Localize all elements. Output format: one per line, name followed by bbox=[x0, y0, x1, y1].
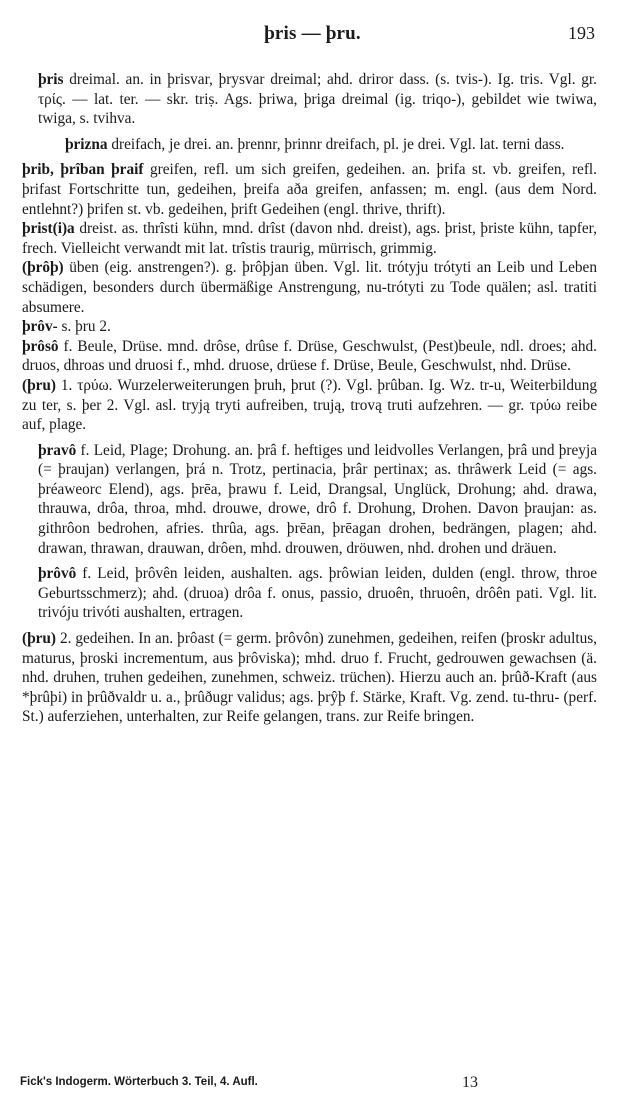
entry-headword: (þru) bbox=[22, 376, 56, 394]
source-note: Fick's Indogerm. Wörterbuch 3. Teil, 4. Aufl. bbox=[20, 1076, 258, 1088]
dictionary-entry bbox=[65, 135, 597, 155]
page-title: þris — þru. bbox=[264, 23, 361, 44]
page-number: 193 bbox=[568, 23, 595, 43]
dictionary-entry bbox=[22, 317, 597, 337]
dictionary-entry bbox=[38, 441, 597, 559]
dictionary-entry bbox=[22, 337, 597, 376]
entry-definition: dreist. as. thrîsti kühn, mnd. drîst (davon nhd. dreist), ags. þrist, þriste kühn, tapfer, frech. Vielleicht verwandt mit lat. trîstis traurig, mürrisch, grimmig. bbox=[22, 220, 597, 257]
entry-list bbox=[22, 70, 597, 727]
entry-definition: 2. gedeihen. In an. þrôast (= germ. þrôvôn) zunehmen, gedeihen, reifen (þroskr adultus, maturus, þroski incrementum, aus þrôviska); mhd. druo f. Frucht, gedrouwen gewachsen (ä. nhd. druhen, truhen gedeihen, zunehmen, schweiz. trüchen). Hierzu auch an. þrûð-Kraft (aus *þrûþi) in þrûðvaldr u. a., þrûðugr validus; ags. þrŷþ f. Stärke, Kraft. Vg. zend. tu-thru- (perf. St.) auferziehen, unterhalten, zur Reife gelangen, trans. zur Reife bringen. bbox=[22, 630, 597, 726]
dictionary-entry bbox=[22, 160, 597, 219]
entry-definition: s. þru 2. bbox=[61, 318, 111, 336]
dictionary-entry bbox=[38, 70, 597, 129]
entry-headword: þrôsô bbox=[22, 337, 59, 355]
entry-definition: 1. τρύω. Wurzelerweiterungen þruh, þrut (?). Vgl. þrûban. Ig. Wz. tr-u, Weiterbildung zu ter, s. þer 2. Vgl. asl. tryją tryti aufreiben, trują, trovą truti aufzehren. — gr. τρύω reibe auf, plage. bbox=[22, 376, 597, 434]
entry-definition: f. Leid, Plage; Drohung. an. þrâ f. heftiges und leidvolles Verlangen, þrâ und þreyja (= þraujan) verlangen, þrá n. Trotz, pertinacia, þrâr pertinax; as. thrâwerk Leid (= ags. þréaweorc Elend), ags. þrēa, þrawu f. Leid, Drangsal, Unglück, Drohung; ahd. drawa, thrauwa, drôa, throa, mhd. drouwe, drowe, drô f. Drohung, Drohen. Davon þraujan: as. githrôon bedrohen, afries. thrûa, ags. þrēan, þrēagan drohen, bedrängen, plagen; ahd. drawan, thrawan, drauwan, drôen, mhd. drouwen, dröuwen, nhd. drohen und dräuen. bbox=[38, 441, 597, 557]
entry-headword: þrist(i)a bbox=[22, 220, 75, 238]
entry-headword: þravô bbox=[38, 441, 77, 459]
dictionary-entry bbox=[38, 564, 597, 623]
entry-headword: (þru) bbox=[22, 630, 56, 648]
entry-definition: üben (eig. anstrengen?). g. þrôþjan üben. Vgl. lit. trótyju trótyti an Leib und Leben schädigen, besonders durch übermäßige Anstrengung, nu-trótyti zu Tode quälen; asl. tratiti absumere. bbox=[22, 259, 597, 316]
page-footer bbox=[20, 1073, 600, 1093]
entry-headword: þrib, þrîban þraif bbox=[22, 161, 144, 179]
dictionary-entry bbox=[22, 258, 597, 317]
entry-headword: þrôv- bbox=[22, 318, 58, 336]
entry-definition: dreimal. an. in þrisvar, þrysvar dreimal; ahd. driror dass. (s. tvis-). Ig. tris. Vgl. gr. τρίς. — lat. ter. — skr. triṣ. Ags. þriwa, þriga dreimal (ig. triqo-), gebildet wie twiwa, twiga, s. tvihva. bbox=[38, 71, 597, 128]
dictionary-entry bbox=[22, 219, 597, 258]
dictionary-entry bbox=[22, 629, 597, 727]
entry-headword: þrizna bbox=[65, 135, 108, 153]
entry-headword: þrôvô bbox=[38, 565, 77, 583]
entry-headword: þris bbox=[38, 71, 64, 88]
entry-headword: (þrôþ) bbox=[22, 259, 64, 277]
entry-definition: dreifach, je drei. an. þrennr, þrinnr dreifach, pl. je drei. Vgl. lat. terni dass. bbox=[111, 135, 565, 153]
entry-definition: f. Leid, þrôvên leiden, aushalten. ags. þrôwian leiden, dulden (engl. throw, throe Geburtsschmerz); ahd. (druoa) drôa f. onus, passio, druoên, thruoên, drôên pati. Vgl. lit. trivóju trivóti aushalten, ertragen. bbox=[38, 565, 597, 622]
signature-mark: 13 bbox=[462, 1074, 478, 1091]
running-header bbox=[0, 24, 625, 50]
entry-definition: f. Beule, Drüse. mnd. drôse, drûse f. Drüse, Geschwulst, (Pest)beule, ndl. droes; ahd. druos, dhroas und druosi f., mhd. druose, drüese f. Drüse, Beule, Geschwulst, nhd. Drüse. bbox=[22, 337, 597, 375]
entry-definition: greifen, refl. um sich greifen, gedeihen. an. þrifa st. vb. greifen, refl. þrifast Fortschritte tun, gedeihen, þreifa aða greifen, anfassen; m. engl. (aus dem Nord. entlehnt?) þrifen st. vb. gedeihen, þrift Gedeihen (engl. thrive, thrift). bbox=[22, 161, 597, 218]
dictionary-entry bbox=[22, 376, 597, 435]
